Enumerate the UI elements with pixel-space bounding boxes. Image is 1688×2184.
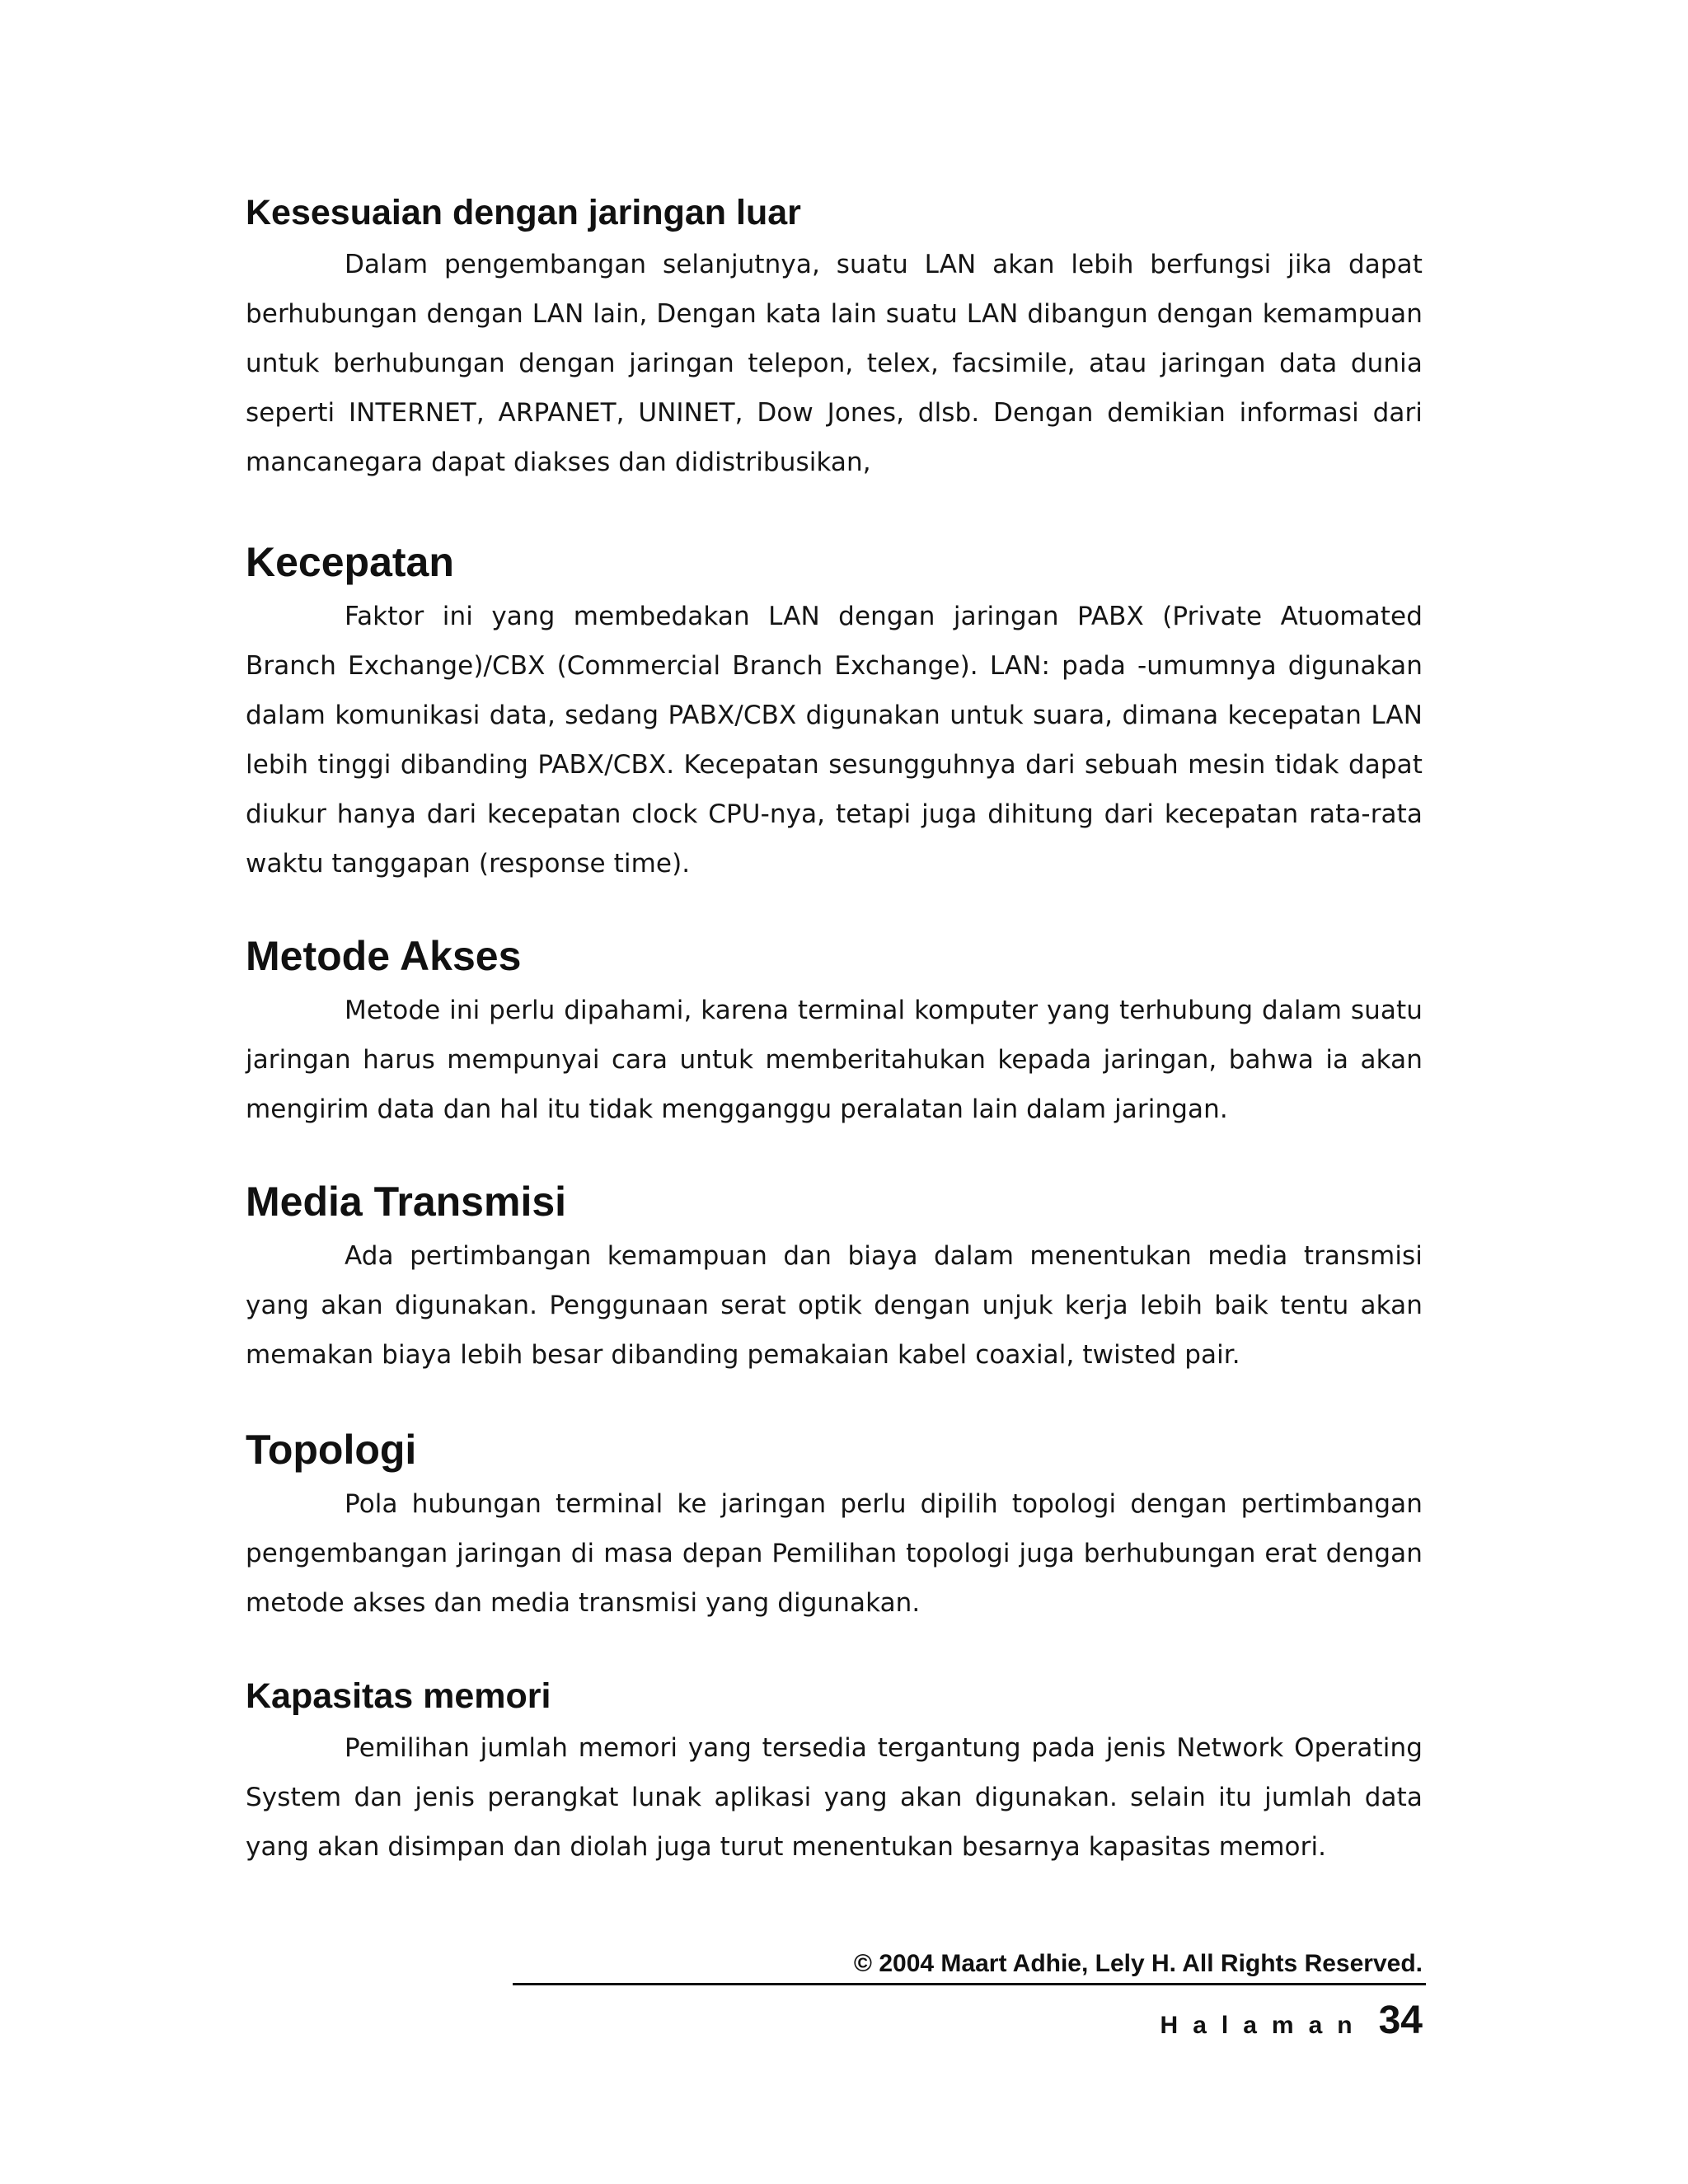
section-kapasitas-memori (246, 1676, 1423, 1872)
section-media-transmisi (246, 1179, 1423, 1380)
footer-divider (513, 1983, 1426, 1985)
section-heading: Kesesuaian dengan jaringan luar (246, 193, 801, 232)
section-heading: Kecepatan (246, 539, 454, 585)
section-heading: Metode Akses (246, 933, 522, 979)
section-heading: Media Transmisi (246, 1179, 567, 1225)
section-topologi (246, 1427, 1423, 1628)
footer-page-indicator (1160, 1998, 1423, 2043)
section-paragraph: Ada pertimbangan kemampuan dan biaya dalam menentukan media transmisi yang akan digunakan. Penggunaan serat optik dengan unjuk kerja lebih baik tentu akan memakan biaya lebih besar dibanding pemakaian kabel coaxial, twisted pair. (246, 1240, 1423, 1370)
section-kecepatan (246, 539, 1423, 888)
section-heading: Topologi (246, 1427, 417, 1473)
section-paragraph: Pemilihan jumlah memori yang tersedia tergantung pada jenis Network Operating System dan jenis perangkat lunak aplikasi yang akan digunakan. selain itu jumlah data yang akan disimpan dan diolah juga turut menentukan besarnya kapasitas memori. (246, 1733, 1423, 1863)
section-paragraph: Faktor ini yang membedakan LAN dengan jaringan PABX (Private Atuomated Branch Exchange)/CBX (Commercial Branch Exchange). LAN: pada -umumnya digunakan dalam komunikasi data, sedang PABX/CBX digunakan untuk suara, dimana kecepatan LAN lebih tinggi dibanding PABX/CBX. Kecepatan sesungguhnya dari sebuah mesin tidak dapat diukur hanya dari kecepatan clock CPU-nya, tetapi juga dihitung dari kecepatan rata-rata waktu tanggapan (response time). (246, 601, 1423, 879)
section-kesesuaian (246, 193, 1423, 487)
section-paragraph: Pola hubungan terminal ke jaringan perlu dipilih topologi dengan pertimbangan pengembangan jaringan di masa depan Pemilihan topologi juga berhubungan erat dengan metode akses dan media transmisi yang digunakan. (246, 1488, 1423, 1618)
section-paragraph: Dalam pengembangan selanjutnya, suatu LAN akan lebih berfungsi jika dapat berhubungan dengan LAN lain, Dengan kata lain suatu LAN dibangun dengan kemampuan untuk berhubungan dengan jaringan telepon, telex, facsimile, atau jaringan data dunia seperti INTERNET, ARPANET, UNINET, Dow Jones, dlsb. Dengan demikian informasi dari mancanegara dapat diakses dan didistribusikan, (246, 250, 1423, 478)
section-metode-akses (246, 933, 1423, 1134)
page-number: 34 (1378, 1999, 1423, 2042)
footer-copyright: © 2004 Maart Adhie, Lely H. All Rights Reserved. (853, 1950, 1423, 1977)
page-label: Halaman (1160, 2012, 1367, 2039)
section-heading: Kapasitas memori (246, 1676, 551, 1716)
section-paragraph: Metode ini perlu dipahami, karena terminal komputer yang terhubung dalam suatu jaringan harus mempunyai cara untuk memberitahukan kepada jaringan, bahwa ia akan mengirim data dan hal itu tidak mengganggu peralatan lain dalam jaringan. (246, 995, 1423, 1124)
